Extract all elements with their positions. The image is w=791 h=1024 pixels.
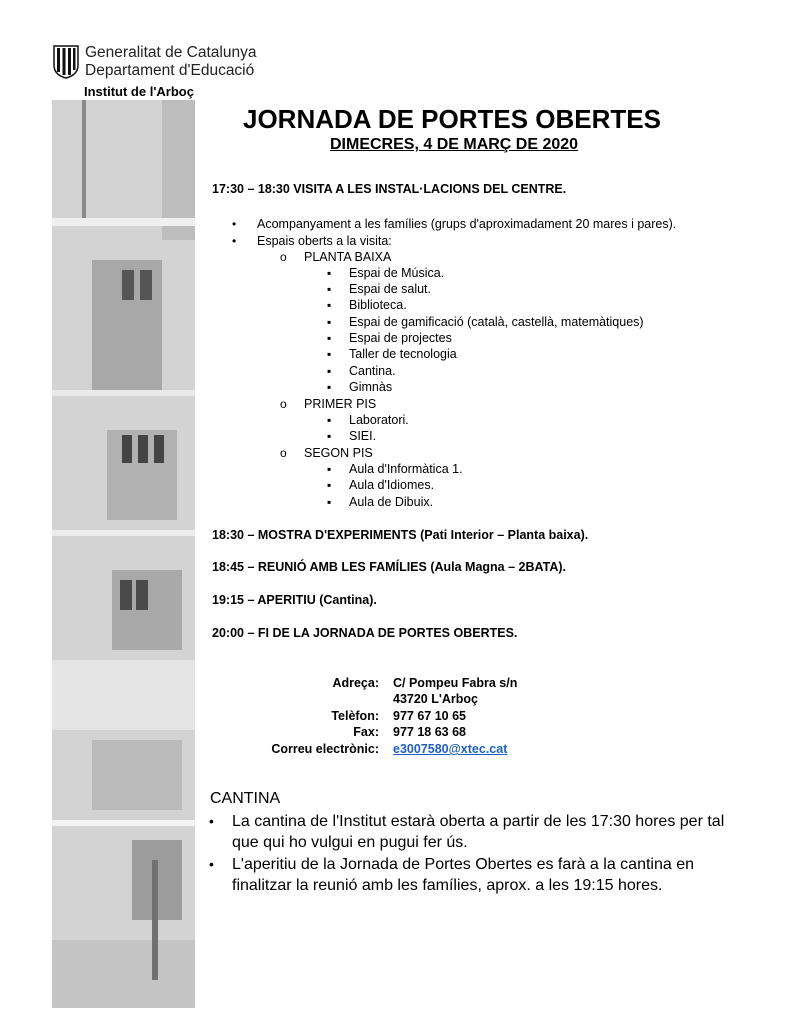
fax-value: 977 18 63 68 — [393, 725, 466, 739]
floor-item: Cantina. — [349, 364, 396, 378]
circle-bullet: o — [280, 250, 287, 264]
floor-item: Espai de projectes — [349, 331, 452, 345]
square-bullet: ▪ — [327, 380, 332, 394]
floor-item: Espai de salut. — [349, 282, 431, 296]
visit-bullet: Acompanyament a les famílies (grups d'aproximadament 20 mares i pares). — [257, 217, 677, 231]
event-date: DIMECRES, 4 DE MARÇ DE 2020 — [330, 136, 579, 153]
page-title: JORNADA DE PORTES OBERTES — [243, 104, 661, 134]
floor-name: PLANTA BAIXA — [304, 250, 392, 264]
square-bullet: ▪ — [327, 429, 332, 443]
address-line-1: C/ Pompeu Fabra s/n — [393, 676, 518, 690]
floor-item: Aula d'Idiomes. — [349, 478, 435, 492]
square-bullet: ▪ — [327, 331, 332, 345]
floor-item: Espai de Música. — [349, 266, 445, 280]
square-bullet: ▪ — [327, 478, 332, 492]
org-line-1: Generalitat de Catalunya — [85, 44, 257, 61]
floor-item: Taller de tecnologia — [349, 347, 457, 361]
schedule-item: 20:00 – FI DE LA JORNADA DE PORTES OBERTES. — [212, 626, 518, 640]
square-bullet: ▪ — [327, 266, 332, 280]
fax-label: Fax: — [353, 725, 379, 739]
address-line-2: 43720 L'Arboç — [393, 692, 478, 706]
org-line-2: Departament d'Educació — [85, 62, 255, 79]
generalitat-logo-icon — [53, 45, 79, 79]
floor-name: SEGON PIS — [304, 446, 373, 460]
organization-name — [85, 44, 256, 80]
floor-item: Aula d'Informàtica 1. — [349, 462, 463, 476]
bullet-dot: • — [209, 813, 214, 829]
school-building-photo — [52, 100, 195, 1008]
visit-heading: 17:30 – 18:30 VISITA A LES INSTAL·LACIONS DEL CENTRE. — [212, 182, 567, 196]
address-label: Adreça: — [332, 676, 379, 690]
cantina-heading: CANTINA — [210, 790, 281, 807]
visit-bullet: Espais oberts a la visita: — [257, 234, 392, 248]
circle-bullet: o — [280, 397, 287, 411]
cantina-paragraph: L'aperitiu de la Jornada de Portes Obertes es farà a la cantina en finalitzar la reunió amb les famílies, aprox. a les 19:15 hores. — [232, 856, 695, 894]
square-bullet: ▪ — [327, 364, 332, 378]
phone-value: 977 67 10 65 — [393, 709, 466, 723]
email-link[interactable]: e3007580@xtec.cat — [393, 742, 508, 756]
schedule-item: 19:15 – APERITIU (Cantina). — [212, 593, 377, 607]
phone-label: Telèfon: — [331, 709, 379, 723]
floor-item: Gimnàs — [349, 380, 393, 394]
square-bullet: ▪ — [327, 315, 332, 329]
square-bullet: ▪ — [327, 495, 332, 509]
floor-name: PRIMER PIS — [304, 397, 377, 411]
floor-item: Biblioteca. — [349, 298, 407, 312]
floor-item: Aula de Dibuix. — [349, 495, 434, 509]
square-bullet: ▪ — [327, 347, 332, 361]
floor-item: Espai de gamificació (català, castellà, matemàtiques) — [349, 315, 644, 329]
square-bullet: ▪ — [327, 462, 332, 476]
school-name: Institut de l'Arboç — [84, 84, 194, 99]
circle-bullet: o — [280, 446, 287, 460]
floor-item: Laboratori. — [349, 413, 409, 427]
floor-item: SIEI. — [349, 429, 377, 443]
schedule-item: 18:45 – REUNIÓ AMB LES FAMÍLIES (Aula Magna – 2BATA). — [212, 560, 566, 574]
schedule-item: 18:30 – MOSTRA D'EXPERIMENTS (Pati Interior – Planta baixa). — [212, 528, 589, 542]
bullet-dot: • — [232, 234, 237, 248]
email-label: Correu electrònic: — [271, 742, 379, 756]
square-bullet: ▪ — [327, 282, 332, 296]
bullet-dot: • — [232, 217, 237, 231]
cantina-paragraph: La cantina de l'Institut estarà oberta a partir de les 17:30 hores per tal que qui ho vulgui en pugui fer ús. — [232, 813, 725, 851]
square-bullet: ▪ — [327, 298, 332, 312]
square-bullet: ▪ — [327, 413, 332, 427]
bullet-dot: • — [209, 856, 214, 872]
